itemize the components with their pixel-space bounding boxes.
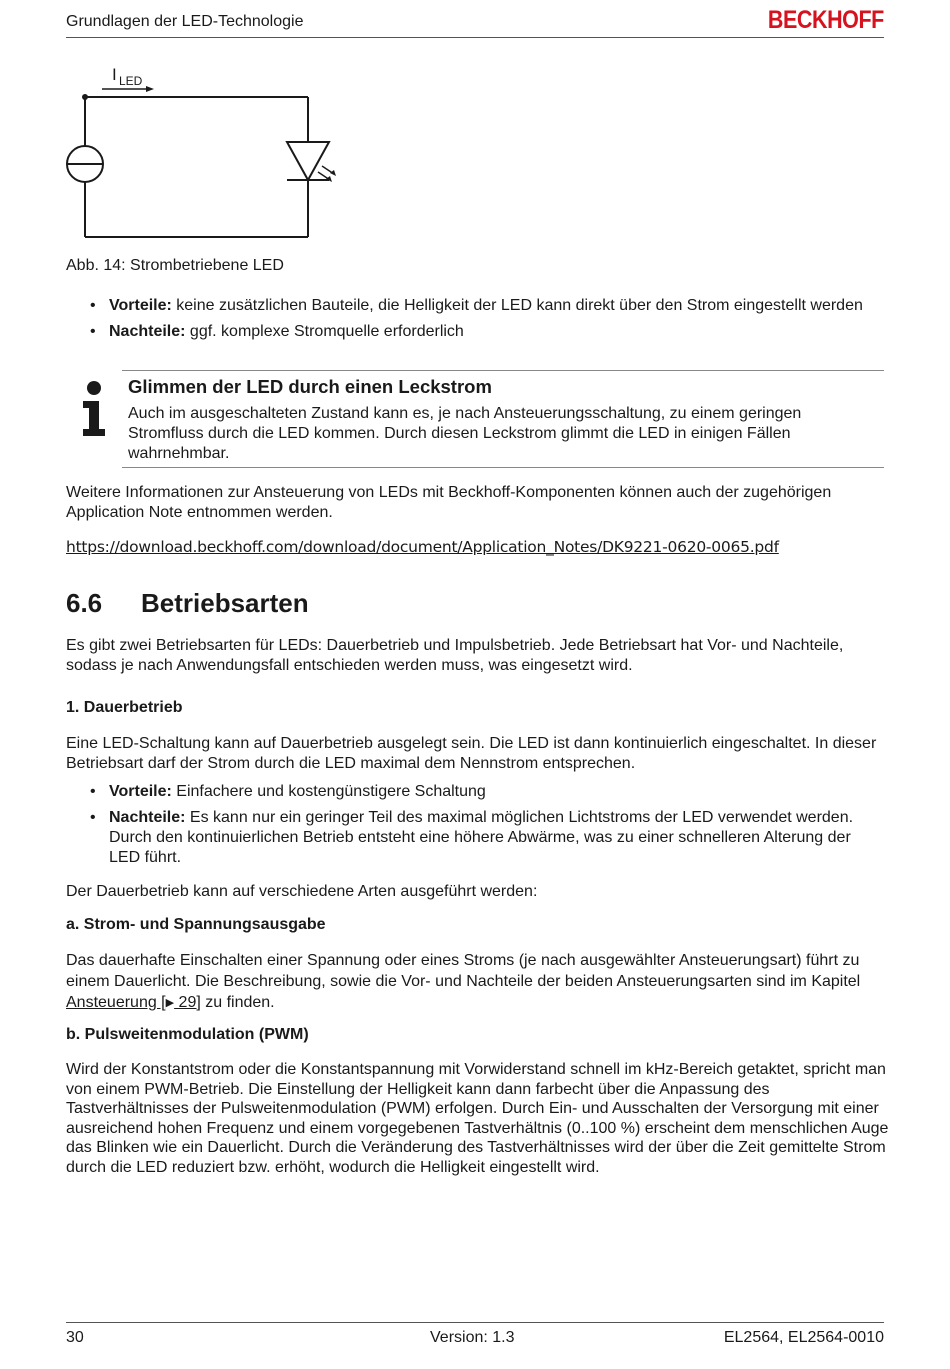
- list-item-text: Es kann nur ein geringer Teil des maximal möglichen Lichtstroms der LED verwendet werden. Durch den kontinuierlichen Betrieb entsteht eine höhere Abwärme, was zu einer schnelleren Alterung der LED führt.: [109, 809, 854, 866]
- info-paragraph: Weitere Informationen zur Ansteuerung von LEDs mit Beckhoff-Komponenten können auch der zugehörigen Application Note entnommen werden.: [66, 484, 832, 521]
- junction-dot: [82, 94, 88, 100]
- dauerbetrieb-text: Eine LED-Schaltung kann auf Dauerbetrieb ausgelegt sein. Die LED ist dann kontinuierlich eingeschaltet. In dieser Betriebsart darf der Strom durch die LED maximal dem Nennstrom entsprechen.: [66, 735, 877, 772]
- list-item-label: Nachteile:: [109, 323, 186, 340]
- strom-text: [66, 950, 891, 1014]
- current-subscript: LED: [119, 74, 143, 88]
- section-intro: Es gibt zwei Betriebsarten für LEDs: Dauerbetrieb und Impulsbetrieb. Jede Betriebsart hat Vor- und Nachteile, sodass je nach Anwendungsfall entschieden werden muss, was eingesetzt wird.: [66, 637, 844, 674]
- dauerbetrieb-arten: Der Dauerbetrieb kann auf verschiedene Arten ausgeführt werden:: [66, 883, 538, 900]
- led-circuit-diagram: [60, 62, 360, 247]
- list-item-label: Vorteile:: [109, 297, 172, 314]
- version-label: Version: 1.3: [430, 1329, 515, 1346]
- ansteuerung-link-page: 29]: [174, 994, 201, 1011]
- list-item: • Nachteile: Es kann nur ein geringer Teil des maximal möglichen Lichtstroms der LED verwendet werden. Durch den kontinuierlichen Betrieb entsteht eine höhere Abwärme, was zu einer schnelleren Alterung der LED führt.: [90, 809, 854, 866]
- dauerbetrieb-pros-cons: [66, 782, 886, 874]
- section-title: Betriebsarten: [141, 588, 309, 618]
- pwm-text: Wird der Konstantstrom oder die Konstantspannung mit Vorwiderstand schnell im kHz-Bereich getaktet, spricht man von einem PWM-Betrieb. Die Einstellung der Helligkeit kann dann farbecht über die Anpassung des Tastverhältnisses der Pulsweitenmodulation (PWM) erfolgen. Durch Ein- und Ausschalten der Versorgung mit einer ausreichend hohen Frequenz und einem vorgegebenen Tastverhältnis (0..100 %) erscheint dem menschlichen Auge das Blinken wie ein Dauerlicht. Durch die Veränderung des Tastverhältnisses wird der über die Zeit gemittelte Strom durch die LED reduziert bzw. erhöht, wodurch die Helligkeit eingestellt wird.: [66, 1061, 889, 1176]
- list-item-text: keine zusätzlichen Bauteile, die Helligkeit der LED kann direkt über den Strom eingestellt werden: [171, 297, 863, 314]
- ansteuerung-link-label: Ansteuerung [: [66, 994, 166, 1011]
- list-item-text: Einfachere und kostengünstigere Schaltung: [171, 783, 486, 800]
- strom-heading: a. Strom- und Spannungsausgabe: [66, 916, 326, 933]
- footer-divider: [66, 1322, 884, 1323]
- pwm-heading: b. Pulsweitenmodulation (PWM): [66, 1026, 309, 1043]
- figure-caption: Abb. 14: Strombetriebene LED: [66, 257, 284, 274]
- info-icon: [80, 381, 108, 437]
- list-item: • Vorteile: Einfachere und kostengünstigere Schaltung: [90, 783, 486, 800]
- list-item-label: Vorteile:: [109, 783, 172, 800]
- section-heading: [66, 588, 309, 619]
- list-item: • Nachteile: ggf. komplexe Stromquelle erforderlich: [90, 323, 464, 340]
- header-divider: [66, 37, 884, 38]
- page-arrow-icon: ▶: [165, 997, 175, 1009]
- brand-logo: BECKHOFF: [767, 6, 884, 34]
- ansteuerung-link[interactable]: [66, 994, 201, 1011]
- section-number: 6.6: [66, 588, 103, 618]
- pros-cons-list: [66, 296, 886, 348]
- dauerbetrieb-heading: 1. Dauerbetrieb: [66, 699, 183, 716]
- note-title: Glimmen der LED durch einen Leckstrom: [128, 376, 492, 397]
- page-number: 30: [66, 1329, 84, 1346]
- note-bottom-divider: [122, 467, 884, 468]
- list-item-text: ggf. komplexe Stromquelle erforderlich: [185, 323, 464, 340]
- product-label: EL2564, EL2564-0010: [723, 1329, 884, 1346]
- list-item-label: Nachteile:: [109, 809, 186, 826]
- list-item: • Vorteile: keine zusätzlichen Bauteile, die Helligkeit der LED kann direkt über den Strom eingestellt werden: [90, 297, 863, 314]
- note-body: Auch im ausgeschalteten Zustand kann es, je nach Ansteuerungsschaltung, zu einem geringen Stromfluss durch die LED kommen. Durch diesen Leckstrom glimmt die LED in einigen Fällen wahrnehmbar.: [128, 405, 802, 462]
- header-title: Grundlagen der LED-Technologie: [66, 13, 304, 30]
- current-label: I: [112, 65, 117, 84]
- strom-text-after: zu finden.: [200, 994, 275, 1011]
- note-top-divider: [122, 370, 884, 371]
- application-note-link[interactable]: https://download.beckhoff.com/download/document/Application_Notes/DK9221-0620-0065.pdf: [66, 538, 779, 556]
- strom-text-before: Das dauerhafte Einschalten einer Spannung oder eines Stroms (je nach ausgewählter Ansteuerungsart) führt zu einem Dauerlicht. Die Beschreibung, sowie die Vor- und Nachteile der beiden Ansteuerungsarten sind im Kapitel: [66, 952, 861, 990]
